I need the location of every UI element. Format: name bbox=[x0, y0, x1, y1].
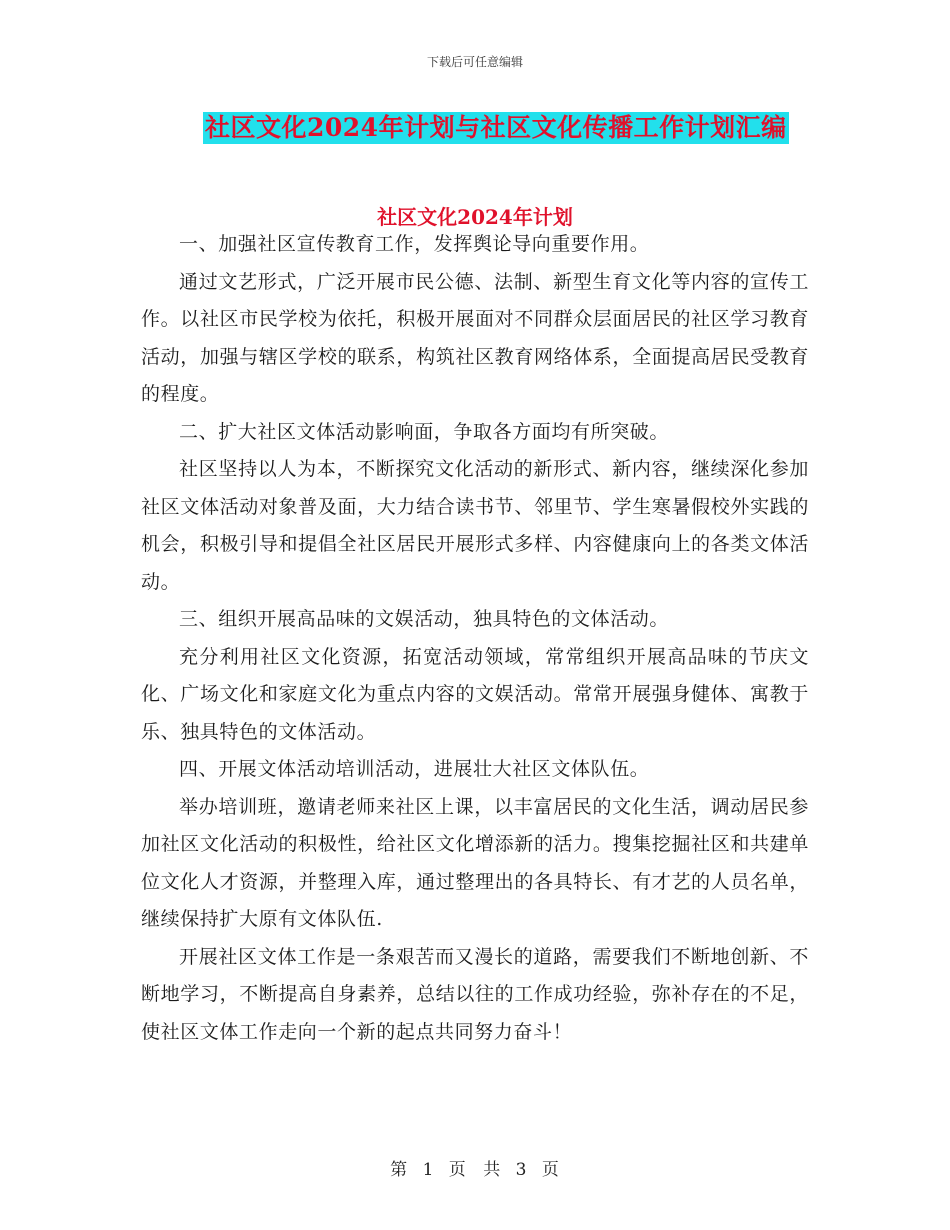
footer-prefix: 第 bbox=[390, 1160, 409, 1180]
heading-1: 一、加强社区宣传教育工作，发挥舆论导向重要作用。 bbox=[179, 233, 650, 255]
section-title: 社区文化2024年计划 bbox=[377, 205, 573, 229]
footer-suffix: 页 bbox=[541, 1160, 560, 1180]
paragraph-3: 充分利用社区文化资源，拓宽活动领域，常常组织开展高品味的节庆文化、广场文化和家庭文化为重点内容的文娱活动。常常开展强身健体、寓教于乐、独具特色的文体活动。 bbox=[141, 645, 809, 743]
heading-4: 四、开展文体活动培训活动，进展壮大社区文体队伍。 bbox=[179, 758, 650, 780]
paragraph-4: 举办培训班，邀请老师来社区上课，以丰富居民的文化生活，调动居民参加社区文化活动的积极性，给社区文化增添新的活力。搜集挖掘社区和共建单位文化人才资源，并整理入库，通过整理出的各具特长、有才艺的人员名单，继续保持扩大原有文体队伍. bbox=[141, 795, 809, 930]
heading-2: 二、扩大社区文体活动影响面，争取各方面均有所突破。 bbox=[179, 420, 670, 443]
heading-3: 三、组织开展高品味的文娱活动，独具特色的文体活动。 bbox=[179, 608, 670, 630]
footer-middle: 页 共 bbox=[448, 1160, 502, 1180]
body-text bbox=[141, 226, 809, 1051]
page-footer bbox=[0, 1155, 950, 1180]
paragraph-5: 开展社区文体工作是一条艰苦而又漫长的道路，需要我们不断地创新、不断地学习，不断提高自身素养，总结以往的工作成功经验，弥补存在的不足，使社区文体工作走向一个新的起点共同努力奋斗！ bbox=[141, 945, 809, 1043]
paragraph-2: 社区坚持以人为本，不断探究文化活动的新形式、新内容，继续深化参加社区文体活动对象普及面，大力结合读书节、邻里节、学生寒暑假校外实践的机会，积极引导和提倡全社区居民开展形式多样、内容健康向上的各类文体活动。 bbox=[141, 458, 809, 593]
footer-total-pages: 3 bbox=[515, 1160, 528, 1180]
paragraph-1: 通过文艺形式，广泛开展市民公德、法制、新型生育文化等内容的宣传工作。以社区市民学校为依托，积极开展面对不同群众层面居民的社区学习教育活动，加强与辖区学校的联系，构筑社区教育网络体系，全面提高居民受教育的程度。 bbox=[141, 270, 809, 405]
main-title: 社区文化2024年计划与社区文化传播工作计划汇编 bbox=[205, 113, 787, 142]
main-title-wrap bbox=[203, 112, 789, 144]
footer-page-number: 1 bbox=[422, 1160, 435, 1180]
header-note: 下载后可任意编辑 bbox=[426, 55, 523, 69]
